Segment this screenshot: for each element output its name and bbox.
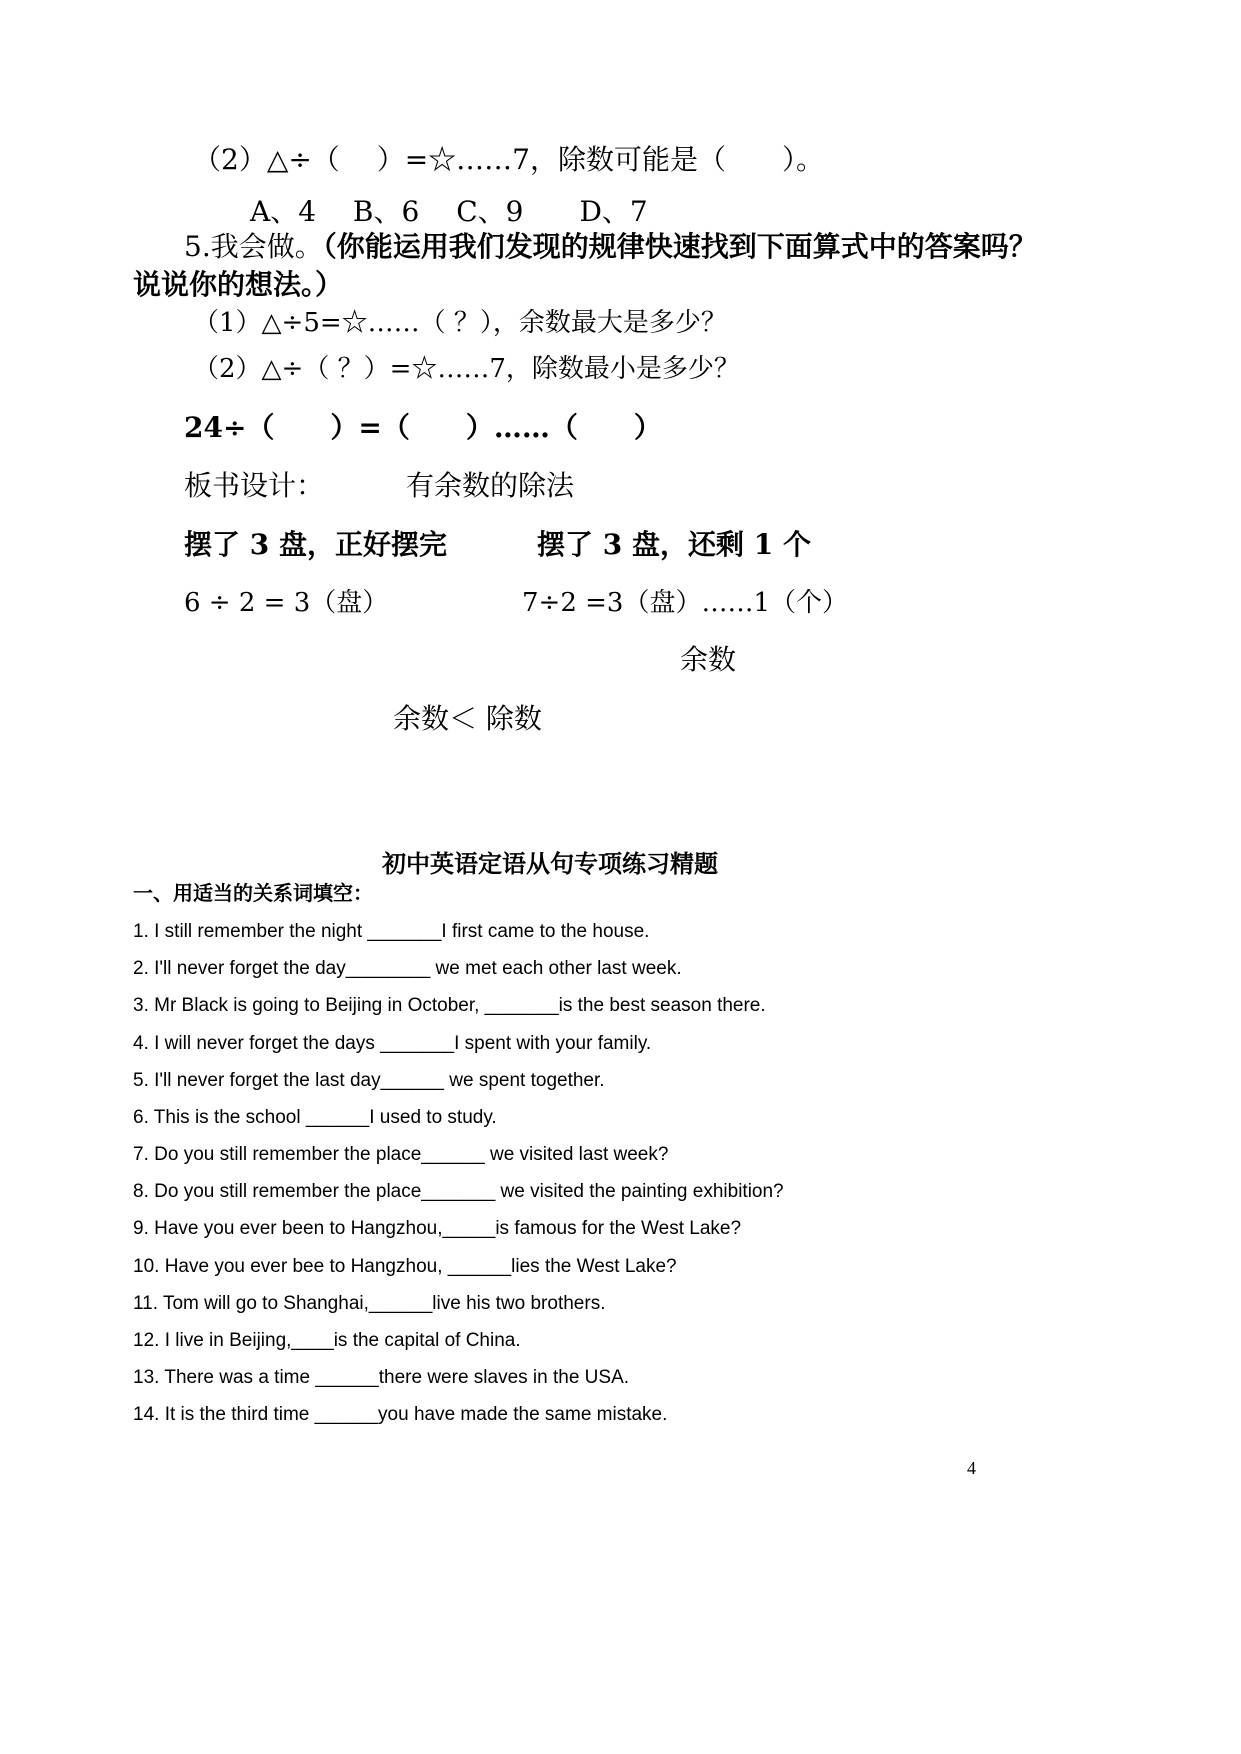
exercise-item-2: 2. I'll never forget the day________ we met each other last week. (133, 958, 682, 979)
answer-options: A、4 B、6 C、9 D、7 (250, 195, 648, 228)
exercise-item-9: 9. Have you ever been to Hangzhou,_____is famous for the West Lake? (133, 1218, 742, 1239)
exercise-item-1: 1. I still remember the night _______I first came to the house. (133, 921, 650, 942)
board-title: 有余数的除法 (406, 469, 575, 502)
remainder-rule: 余数＜ 除数 (393, 702, 542, 735)
exercise-item-13: 13. There was a time ______there were slaves in the USA. (133, 1367, 630, 1388)
exercise-item-8: 8. Do you still remember the place_______ we visited the painting exhibition? (133, 1181, 784, 1202)
question-5-instruction-cont: 说说你的想法。） (133, 268, 344, 301)
exercise-item-10: 10. Have you ever bee to Hangzhou, ______lies the West Lake? (133, 1256, 677, 1277)
exercise-item-11: 11. Tom will go to Shanghai,______live his two brothers. (133, 1293, 606, 1314)
equation-left: 6 ÷ 2 = 3（盘） (184, 588, 389, 618)
exercise-item-6: 6. This is the school ______I used to study. (133, 1107, 497, 1128)
english-title: 初中英语定语从句专项练习精题 (382, 849, 718, 878)
equation-right: 7÷2 =3（盘）……1（个） (522, 588, 849, 618)
case-right: 摆了 3 盘，还剩 1 个 (537, 528, 811, 561)
section-heading: 一、用适当的关系词填空： (133, 881, 373, 905)
exercise-item-5: 5. I'll never forget the last day______ we spent together. (133, 1070, 605, 1091)
question-5-heading (184, 230, 1037, 263)
question-5-2: （2）△÷（ ？）=☆……7，除数最小是多少？ (193, 354, 740, 384)
question-5-prefix: 5.我会做。 (184, 230, 323, 263)
remainder-label: 余数 (680, 643, 737, 676)
question-4-2: （2）△÷（ ）=☆……7，除数可能是（ ）。 (193, 143, 824, 176)
page-number: 4 (967, 1458, 976, 1478)
exercise-item-3: 3. Mr Black is going to Beijing in October, _______is the best season there. (133, 995, 766, 1016)
case-left: 摆了 3 盘，正好摆完 (184, 528, 447, 561)
question-5-1: （1）△÷5=☆……（ ？），余数最大是多少？ (193, 308, 727, 338)
exercise-item-12: 12. I live in Beijing,____is the capital of China. (133, 1330, 521, 1351)
board-label: 板书设计： (184, 469, 325, 502)
exercise-item-7: 7. Do you still remember the place______ we visited last week? (133, 1144, 669, 1165)
exercise-item-14: 14. It is the third time ______you have made the same mistake. (133, 1404, 668, 1425)
fill-equation: 24÷（ ）=（ ）……（ ） (184, 411, 662, 444)
question-5-instruction: （你能运用我们发现的规律快速找到下面算式中的答案吗？ (322, 230, 1037, 263)
exercise-item-4: 4. I will never forget the days _______I spent with your family. (133, 1033, 652, 1054)
